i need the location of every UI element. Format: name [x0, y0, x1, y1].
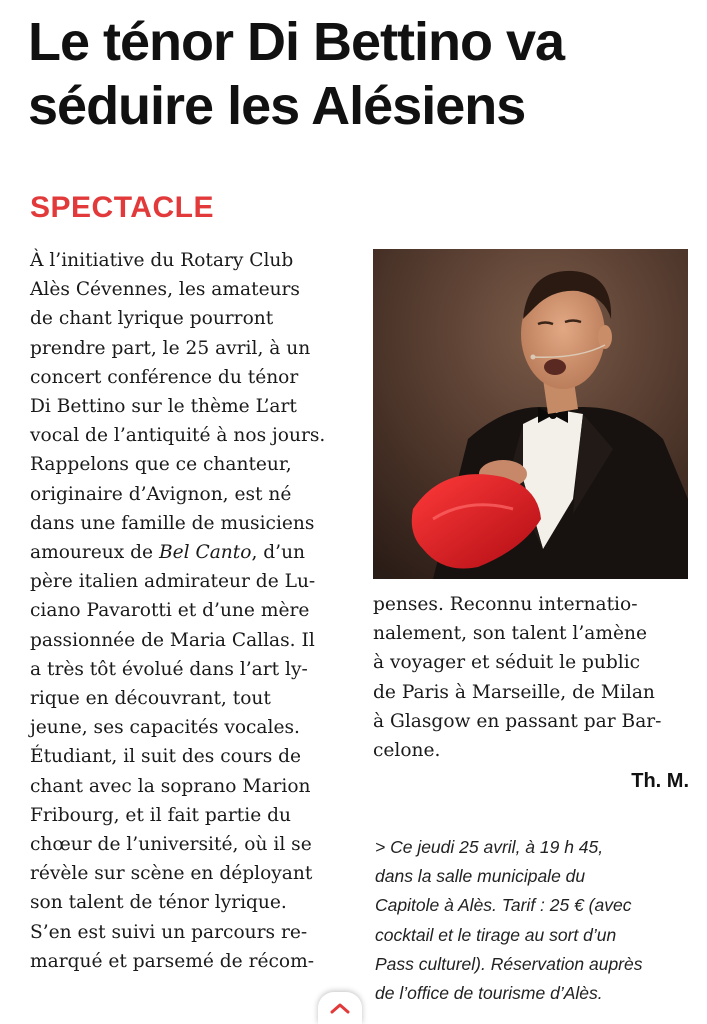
body-line: ciano Pavarotti et d’une mère [30, 600, 310, 622]
info-line: > Ce jeudi 25 avril, à 19 h 45, [375, 837, 604, 857]
body-line: passionnée de Maria Callas. Il [30, 629, 315, 651]
body-text-fragment: amoureux de [30, 542, 159, 564]
info-line: cocktail et le tirage au sort d’un [375, 924, 617, 945]
body-line: chant avec la soprano Marion [30, 775, 311, 797]
tenor-photo [373, 249, 688, 579]
body-line: de chant lyrique pourront [30, 308, 274, 330]
chevron-up-icon [329, 1001, 351, 1015]
body-text-fragment: , d’un [251, 542, 306, 564]
body-line: Étudiant, il suit des cours de [30, 746, 302, 768]
body-line: a très tôt évolué dans l’art ly- [30, 658, 308, 680]
body-line: marqué et parsemé de récom- [30, 950, 314, 972]
body-line: prendre part, le 25 avril, à un [30, 337, 311, 359]
info-line: Pass culturel). Réservation auprès [375, 953, 643, 974]
bel-canto-italic: Bel Canto [158, 542, 252, 564]
body-line: dans une famille de musiciens [30, 512, 315, 534]
body-line: concert conférence du ténor [30, 366, 299, 388]
body-line: celone. [373, 740, 441, 762]
body-line: père italien admirateur de Lu- [30, 571, 316, 593]
body-line: à Glasgow en passant par Bar- [373, 710, 662, 732]
section-rubric: SPECTACLE [30, 191, 214, 224]
body-line: originaire d’Avignon, est né [30, 483, 292, 505]
scroll-up-button[interactable] [318, 992, 362, 1024]
body-line: chœur de l’université, où il se [30, 834, 312, 856]
body-line: nalement, son talent l’amène [373, 623, 647, 645]
body-line: révèle sur scène en déployant [30, 863, 313, 885]
info-line: de l’office de tourisme d’Alès. [375, 983, 603, 1004]
body-line: à voyager et séduit le public [373, 652, 641, 674]
body-line: Rappelons que ce chanteur, [30, 454, 292, 476]
info-line: Capitole à Alès. Tarif : 25 € (avec [375, 895, 632, 916]
article-headline: Le ténor Di Bettino va séduire les Alésiens [28, 12, 565, 136]
body-line: vocal de l’antiquité à nos jours. [30, 425, 326, 447]
body-line: Di Bettino sur le thème L’art [30, 396, 297, 418]
article-body-right-column [373, 590, 693, 765]
body-line: S’en est suivi un parcours re- [30, 921, 308, 943]
author-signature: Th. M. [631, 770, 689, 792]
article-body-left-column [30, 246, 344, 976]
body-line: Fribourg, et il fait partie du [30, 804, 291, 826]
body-line: Alès Cévennes, les amateurs [30, 279, 300, 301]
body-line: de Paris à Marseille, de Milan [373, 681, 655, 703]
body-line: rique en découvrant, tout [30, 688, 271, 710]
body-line: jeune, ses capacités vocales. [30, 717, 300, 739]
body-line-bel-canto [30, 538, 344, 567]
event-info-box [375, 833, 697, 1008]
body-line: son talent de ténor lyrique. [30, 892, 287, 914]
body-line: À l’initiative du Rotary Club [30, 250, 294, 271]
info-line: dans la salle municipale du [375, 866, 586, 887]
body-line: penses. Reconnu internatio- [373, 594, 638, 615]
